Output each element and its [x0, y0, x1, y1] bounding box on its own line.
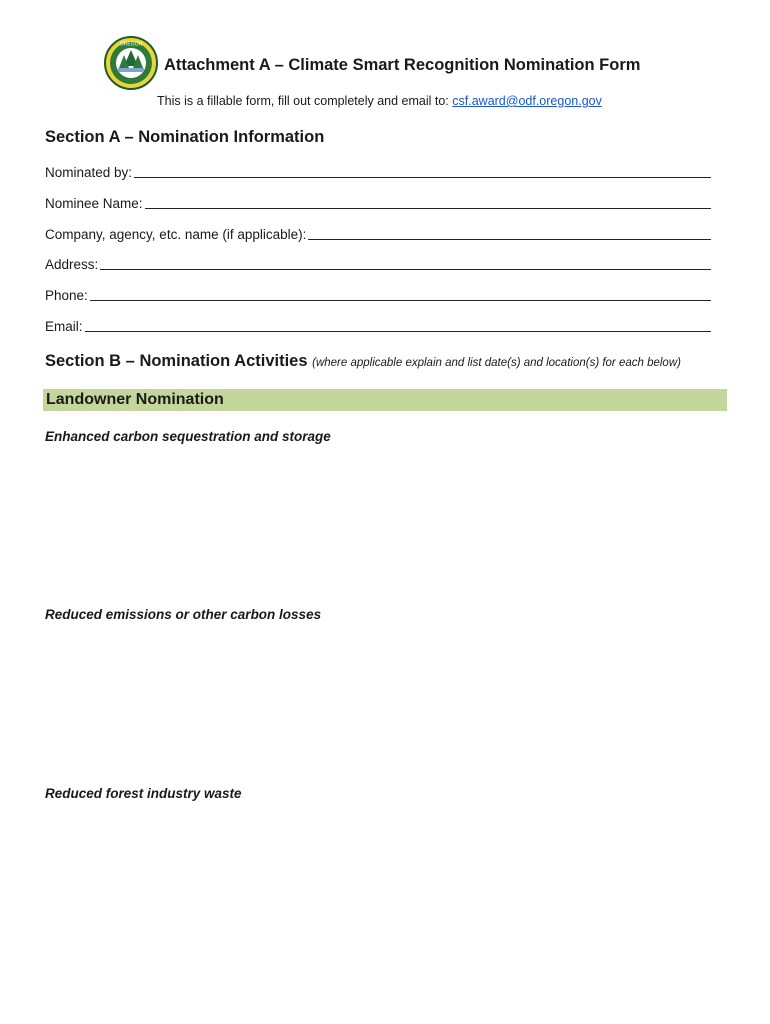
phone-field: [45, 284, 711, 304]
nominee-name-label: Nominee Name:: [45, 196, 143, 211]
nominated-by-label: Nominated by:: [45, 165, 133, 180]
section-b-heading: [45, 352, 681, 371]
reduced-emissions-textarea[interactable]: [45, 628, 715, 782]
phone-label: Phone:: [45, 288, 88, 303]
award-email-link[interactable]: csf.award@odf.oregon.gov: [452, 94, 602, 108]
nominated-by-input[interactable]: [134, 163, 711, 178]
section-b-note: (where applicable explain and list date(s) and location(s) for each below): [312, 357, 681, 369]
company-name-input[interactable]: [308, 225, 711, 240]
oregon-forestry-seal-icon: [104, 36, 158, 90]
company-name-label: Company, agency, etc. name (if applicable):: [45, 227, 307, 242]
nominee-name-input[interactable]: [145, 194, 711, 209]
phone-input[interactable]: [90, 286, 711, 301]
svg-text:OREGON: OREGON: [119, 41, 143, 48]
landowner-nomination-band: [43, 389, 727, 411]
forest-industry-waste-textarea[interactable]: [45, 807, 715, 1001]
company-name-field: [45, 223, 711, 243]
forest-industry-waste-label: Reduced forest industry waste: [45, 786, 242, 801]
reduced-emissions-label: Reduced emissions or other carbon losses: [45, 607, 322, 622]
section-b-title: Section B – Nomination Activities: [45, 352, 308, 370]
instructions-text: This is a fillable form, fill out completely and email to:: [157, 94, 453, 108]
nominee-name-field: [45, 192, 711, 212]
email-input[interactable]: [85, 317, 711, 332]
address-field: [45, 253, 711, 273]
email-label: Email:: [45, 319, 83, 334]
nominated-by-field: [45, 161, 711, 181]
carbon-sequestration-textarea[interactable]: [45, 450, 715, 604]
email-field: [45, 315, 711, 335]
landowner-nomination-title: Landowner Nomination: [46, 391, 224, 408]
form-title: Attachment A – Climate Smart Recognition Nomination Form: [164, 56, 641, 74]
address-input[interactable]: [100, 255, 711, 270]
form-instructions: [157, 94, 602, 108]
carbon-sequestration-label: Enhanced carbon sequestration and storage: [45, 429, 331, 444]
section-a-heading: Section A – Nomination Information: [45, 128, 325, 146]
address-label: Address:: [45, 257, 99, 272]
